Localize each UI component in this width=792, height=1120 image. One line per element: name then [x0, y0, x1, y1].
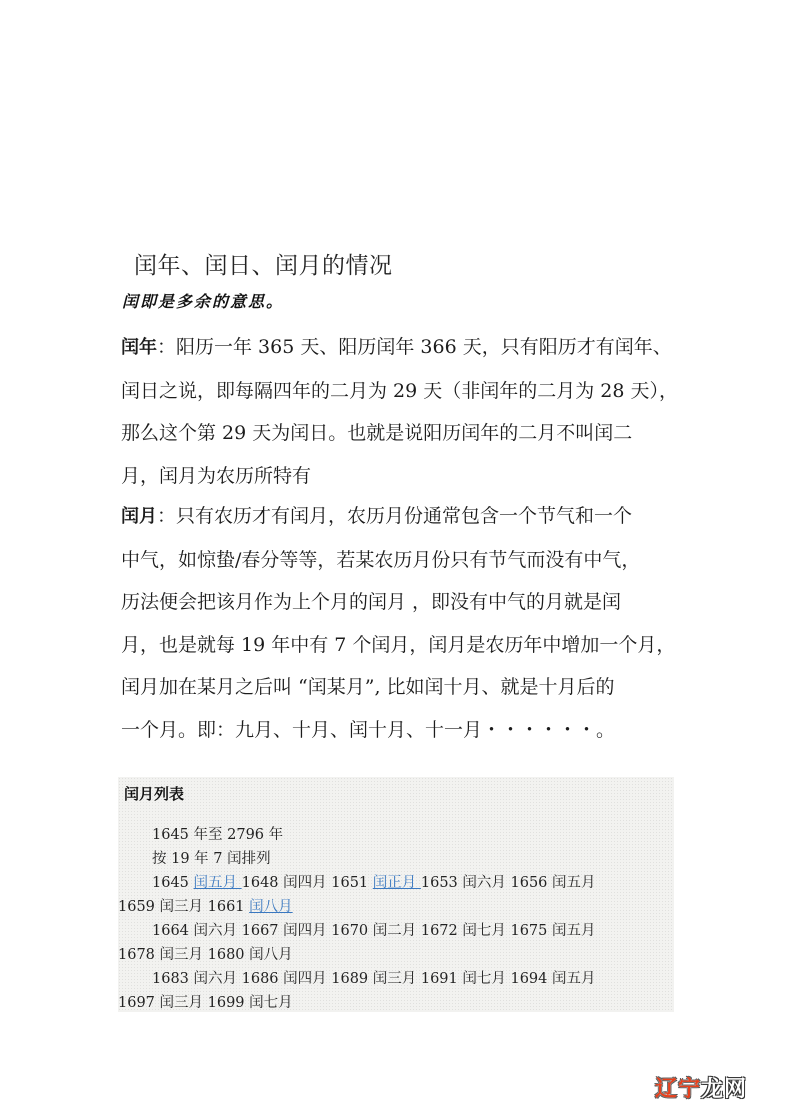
list-row: 1697 闰三月 1699 闰七月 — [118, 995, 293, 1011]
list-row: 1683 闰六月 1686 闰四月 1689 闰三月 1691 闰七月 1694 闰五月 — [152, 971, 596, 987]
page-title: 闰年、闰日、闰月的情况 — [134, 253, 393, 279]
leap-month-term: 闰月 — [121, 506, 157, 527]
list-row: 1678 闰三月 1680 闰八月 — [118, 947, 293, 963]
para-line: 闰月加在某月之后叫 “闰某月”, 比如闰十月、就是十月后的 — [121, 676, 615, 698]
para-line: 一个月。即：九月、十月、闰十月、十一月・・・・・・。 — [121, 718, 616, 741]
link-leap-fifth-month[interactable]: 闰五月 — [193, 875, 242, 891]
para-line: 历法便会把该月作为上个月的闰月 ，即没有中气的月就是闰 — [121, 591, 622, 613]
list-row: 1645 闰五月 1648 闰四月 1651 闰正月 1653 闰六月 1656 闰五月 — [152, 875, 596, 891]
para-line: 闰月：只有农历才有闰月，农历月份通常包含一个节气和一个 — [121, 505, 633, 527]
leap-year-paragraph — [121, 326, 681, 497]
leap-month-list-box — [118, 777, 674, 1012]
para-line: 闰年：阳历一年 365 天、阳历闰年 366 天，只有阳历才有闰年、 — [121, 336, 672, 358]
watermark-logo — [655, 1072, 747, 1103]
leap-year-term: 闰年 — [121, 337, 157, 358]
para-line: 月，闰月为农历所特有 — [121, 464, 312, 487]
leap-month-paragraph — [121, 495, 681, 751]
para-line: 中气，如惊蛰/春分等等，若某农历月份只有节气而没有中气， — [121, 548, 641, 571]
para-line: 那么这个第 29 天为闰日。也就是说阳历闰年的二月不叫闰二 — [121, 422, 633, 444]
list-rule: 按 19 年 7 闰排列 — [152, 851, 271, 867]
watermark-white-text: 龙网 — [701, 1077, 748, 1102]
watermark-red-text: 辽宁 — [655, 1077, 702, 1102]
list-row: 1664 闰六月 1667 闰四月 1670 闰二月 1672 闰七月 1675 闰五月 — [152, 923, 596, 939]
link-leap-first-month[interactable]: 闰正月 — [372, 875, 421, 891]
list-row: 1659 闰三月 1661 闰八月 — [118, 899, 293, 915]
para-line: 闰日之说，即每隔四年的二月为 29 天（非闰年的二月为 28 天）， — [121, 379, 679, 402]
subtitle: 闰即是多余的意思。 — [122, 292, 285, 311]
link-leap-eighth-month[interactable]: 闰八月 — [249, 899, 293, 915]
list-title: 闰月列表 — [124, 785, 185, 803]
list-body — [118, 823, 674, 1015]
para-line: 月，也是就每 19 年中有 7 个闰月，闰月是农历年中增加一个月， — [121, 633, 676, 656]
list-range: 1645 年至 2796 年 — [152, 827, 284, 843]
